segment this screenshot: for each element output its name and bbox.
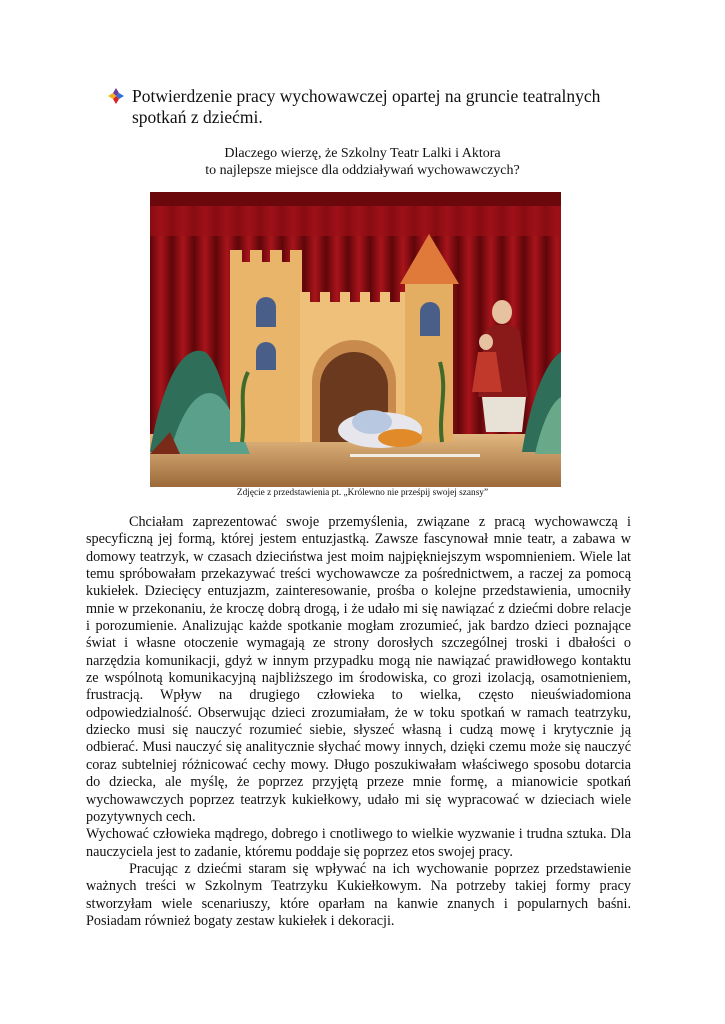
paragraph-1: Chciałam zaprezentować swoje przemyślenia, związane z pracą wychowawczą i specyficzną jej formą, której jestem entuzjastką. Zawsze fascynował mnie teatr, a zabawa w domowy teatrzyk, w czasach dzieciństwa jest moim najpiękniejszym wspomnieniem. Wiele lat temu spróbowałam przekazywać treści wychowawcze za pośrednictwem, a raczej za pomocą kukiełek. Dziecięcy entuzjazm, zainteresowanie, prośba o kolejne przedstawienia, umocniły mnie w przekonaniu, że kroczę dobrą drogą, i że udało mi się nawiązać z dziećmi dobre relacje i porozumienie. Analizując każde spotkanie mogłam zrozumieć, jak bardzo dzieci poznające świat i własne otoczenie wymagają ze strony dorosłych szczególnej troski i dbałości o narzędzia komunikacji, gdyż w innym przypadku mogą nie nawiązać prawidłowego kontaktu ze wspólnotą komunikacyjną najbliższego im środowiska, co grozi izolacją, osamotnieniem, frustracją. Wpływ na drugiego człowieka to wielka, często nieuświadomiona odpowiedzialność. Obserwując dzieci zrozumiałam, że w toku spotkań w ramach teatrzyku, dziecko musi się nauczyć rozumieć siebie, słyszeć własną i cudzą mowę i krytycznie ją odbierać. Musi nauczyć się analitycznie słychać mowy innych, dzięki czemu może się nauczyć coraz subtelniej różnicować cechy mowy. Długo poszukiwałam właściwego sposobu dotarcia do dziecka, ale myślę, że poprzez przyjętą przeze mnie formę, a mianowicie spotkań wychowawczych poprzez teatrzyk kukiełkowy, udało mi się wypracować w dzieciach wiele pozytywnych cech. — [86, 514, 631, 825]
heading-text: Potwierdzenie pracy wychowawczej opartej na gruncie teatralnych spotkań z dziećmi. — [132, 86, 601, 127]
photo-caption: Zdjęcie z przedstawienia pt. „Królewno nie prześpij swojej szansy” — [236, 488, 489, 498]
paragraph-3: Pracując z dziećmi staram się wpływać na ich wychowanie poprzez przedstawienie ważnych treści w Szkolnym Teatrzyku Kukiełkowym. Na potrzeby takiej formy pracy stworzyłam wiele scenariuszy, które oparłam na kanwie znanych i popularnych baśni. Posiadam również bogaty zestaw kukiełek i dekoracji. — [86, 860, 631, 929]
puppet-theatre-stage-illustration — [150, 192, 561, 487]
question-line-2: to najlepsze miejsce dla oddziaływań wychowawczych? — [205, 163, 520, 178]
paragraph-2: Wychować człowieka mądrego, dobrego i cnotliwego to wielkie wyzwanie i trudna sztuka. Dla nauczyciela jest to zadanie, któremu poddaje się poprzez etos swojej pracy. — [86, 826, 631, 860]
quad-diamond-bullet-icon — [108, 88, 124, 104]
section-heading — [108, 86, 628, 128]
body-text — [86, 514, 631, 930]
question-block — [0, 145, 725, 179]
stage-photo — [150, 192, 561, 487]
question-line-1: Dlaczego wierzę, że Szkolny Teatr Lalki i Aktora — [224, 146, 501, 161]
